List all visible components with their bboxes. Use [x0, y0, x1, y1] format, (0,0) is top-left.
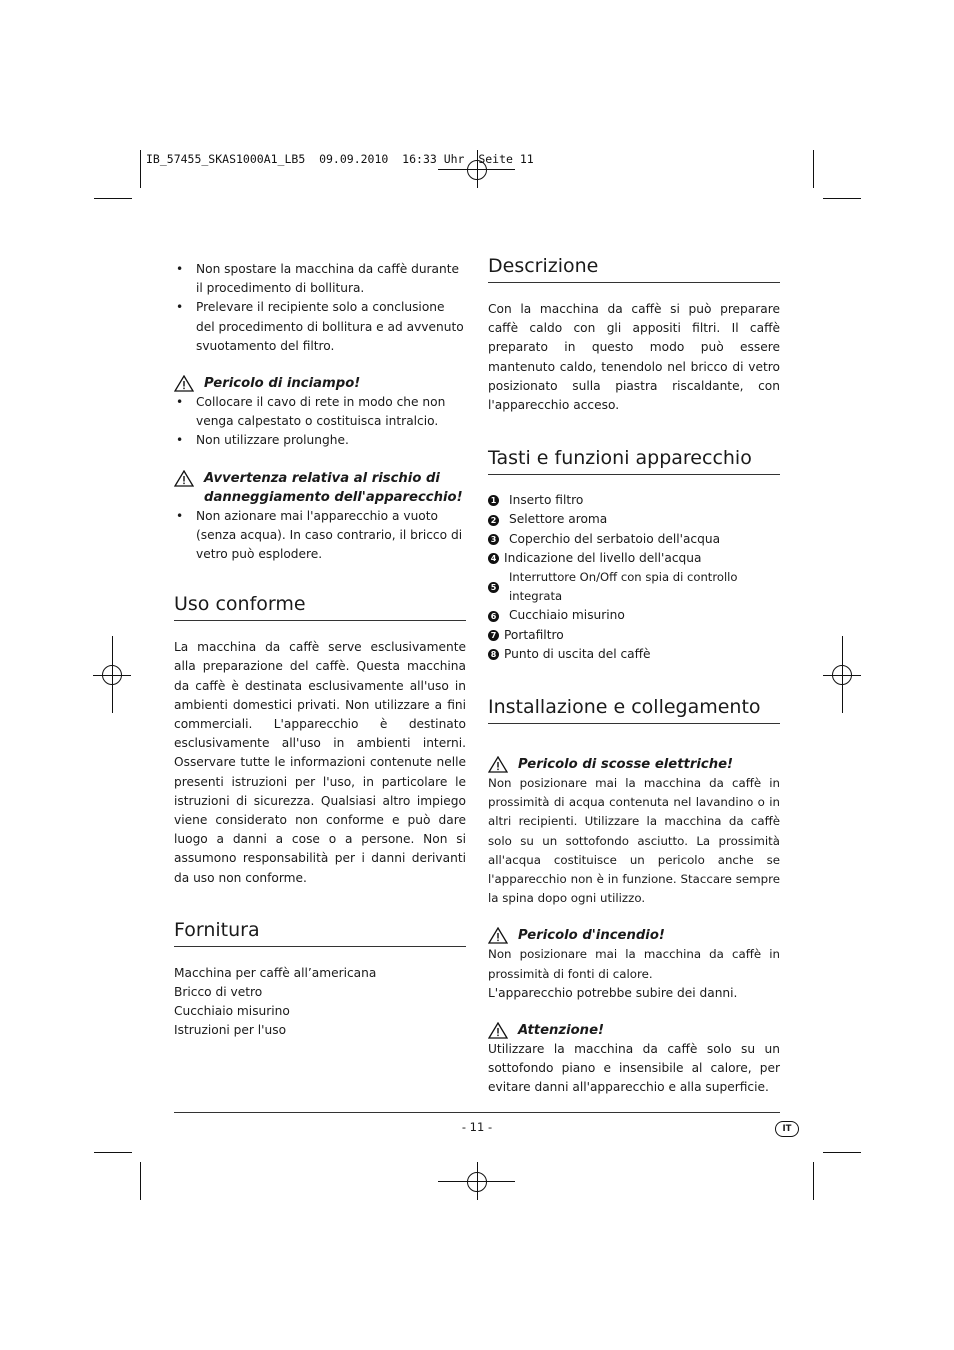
warning-damage-heading [174, 469, 466, 507]
crop-mark [140, 150, 141, 188]
number-badge: 8 [488, 649, 499, 660]
warning-attention-heading [488, 1021, 780, 1040]
crop-mark [140, 1162, 141, 1200]
warning-title: Avvertenza relativa al rischio di danneggiamento dell'apparecchio! [204, 470, 463, 505]
list-item [488, 606, 780, 625]
list-item [488, 510, 780, 529]
language-badge: IT [775, 1121, 799, 1137]
warning-triangle-icon [488, 927, 508, 944]
warning-trip-bullets [174, 393, 466, 451]
section-heading-uso: Uso conforme [174, 592, 466, 621]
list-item: • Collocare il cavo di rete in modo che non venga calpestato o costituisca intralcio. [174, 393, 466, 431]
list-item: Istruzioni per l'uso [174, 1023, 287, 1038]
section-heading-fornitura: Fornitura [174, 918, 466, 947]
number-badge: 2 [488, 515, 499, 526]
list-item [488, 491, 780, 510]
list-item [488, 549, 780, 568]
warning-shock-heading [488, 755, 780, 774]
list-item: • Non azionare mai l'apparecchio a vuoto (senza acqua). In caso contrario, il bricco di vetro può esplodere. [174, 507, 466, 565]
footer-rule [174, 1112, 780, 1113]
part-label: Inserto filtro [509, 493, 584, 508]
uso-text: La macchina da caffè serve esclusivamente alla preparazione del caffè. Questa macchina da caffè è destinata esclusivamente all'uso in ambienti domestici privati. Non utilizzare a fini commerciali. L'apparecchio è destinato esclusivamente all'uso in ambienti interni. Osservare tutte le informazioni contenute nelle presenti istruzioni per l'uso, in particolare le istruzioni di sicurezza. Qualsiasi altro impiego viene considerato non conforme e può dare luogo a danni a cose o a persone. Non si assumono responsabilità per i danni derivanti da uso non conforme. [174, 640, 466, 885]
warning-triangle-icon [174, 375, 194, 392]
warning-trip-heading [174, 374, 466, 393]
warning-damage-bullets [174, 507, 466, 565]
list-item: • Non utilizzare prolunghe. [174, 431, 466, 450]
list-item [488, 626, 780, 645]
part-label: Selettore aroma [509, 512, 608, 527]
warning-fire-heading [488, 926, 780, 945]
list-item: • Prelevare il recipiente solo a conclusione del procedimento di bollitura e ad avvenuto svuotamento del filtro. [174, 298, 466, 356]
print-slug: IB_57455_SKAS1000A1_LB5 09.09.2010 16:33 Uhr Seite 11 [146, 152, 534, 166]
list-item: Bricco di vetro [174, 985, 263, 1000]
number-badge: 1 [488, 495, 499, 506]
warning-fire-text: Non posizionare mai la macchina da caffè in prossimità di fonti di calore. [488, 947, 780, 981]
crop-mark [813, 150, 814, 188]
list-item [488, 530, 780, 549]
warning-title: Pericolo di inciampo! [204, 376, 361, 392]
warning-title: Pericolo d'incendio! [518, 928, 665, 944]
descrizione-text: Con la macchina da caffè si può preparare caffè caldo con gli appositi filtri. Il caffè preparato in questo modo può essere mantenuto caldo, tenendolo nel bricco di vetro posizionato sulla piastra riscaldante, con l'apparecchio acceso. [488, 302, 780, 413]
left-column [174, 260, 466, 1041]
list-item: Macchina per caffè all’americana [174, 965, 377, 980]
warning-title: Attenzione! [518, 1023, 605, 1039]
warning-attention-text: Utilizzare la macchina da caffè solo su un sottofondo piano e insensibile al calore, per evitare danni all'apparecchio e alla superficie. [488, 1042, 780, 1095]
part-label: Cucchiaio misurino [509, 608, 625, 623]
warning-shock-text: Non posizionare mai la macchina da caffè in prossimità di acqua contenuta nel lavandino o in altri recipienti. Utilizzare la macchina da caffè solo su un sottofondo asciutto. La prossimità all'acqua costituisce un pericolo anche se l'apparecchio non è in funzione. Staccare sempre la spina dopo ogni utilizzo. [488, 776, 780, 906]
part-label: Punto di uscita del caffè [504, 646, 651, 661]
number-badge: 5 [488, 582, 499, 593]
warning-triangle-icon [174, 470, 194, 487]
list-item: • Non spostare la macchina da caffè durante il procedimento di bollitura. [174, 260, 466, 298]
right-column [488, 254, 780, 1098]
section-heading-descrizione: Descrizione [488, 254, 780, 283]
warning-triangle-icon [488, 1022, 508, 1039]
intro-bullets [174, 260, 466, 356]
page-number: - 11 - [461, 1120, 493, 1134]
warning-title: Pericolo di scosse elettriche! [518, 757, 734, 773]
part-label: Coperchio del serbatoio dell'acqua [509, 531, 721, 546]
list-item: Cucchiaio misurino [174, 1004, 290, 1019]
crop-mark [823, 198, 861, 199]
part-label: Portafiltro [504, 627, 564, 642]
number-badge: 3 [488, 534, 499, 545]
number-badge: 4 [488, 553, 499, 564]
crop-mark [813, 1162, 814, 1200]
list-item [488, 645, 780, 664]
section-heading-installazione: Installazione e collegamento [488, 695, 780, 724]
crop-mark [94, 198, 132, 199]
fornitura-list [174, 964, 466, 1041]
crop-mark [94, 1152, 132, 1153]
warning-triangle-icon [488, 756, 508, 773]
part-label: Indicazione del livello dell'acqua [504, 550, 702, 565]
list-item [488, 568, 780, 606]
crop-mark [823, 1152, 861, 1153]
section-heading-tasti: Tasti e funzioni apparecchio [488, 446, 780, 475]
parts-list [488, 491, 780, 664]
part-label: Interruttore On/Off con spia di controllo integrata [509, 570, 738, 604]
number-badge: 7 [488, 630, 499, 641]
warning-fire-text-2: L'apparecchio potrebbe subire dei danni. [488, 985, 738, 1000]
number-badge: 6 [488, 611, 499, 622]
